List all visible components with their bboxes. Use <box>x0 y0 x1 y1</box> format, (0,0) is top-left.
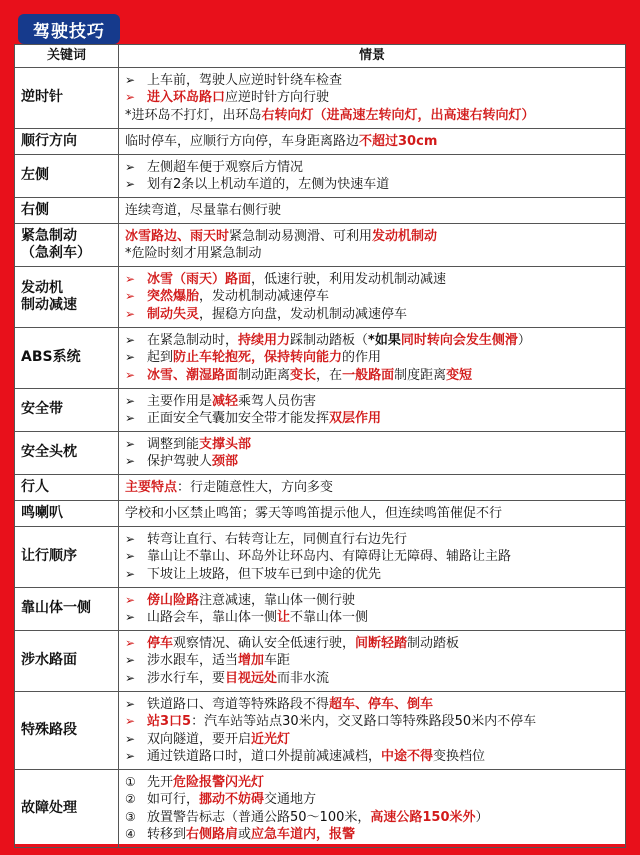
situation-cell <box>119 475 626 501</box>
plain-text: 不靠山体一侧 <box>290 610 369 625</box>
plain-text: ：行走随意性大，方向多变 <box>177 479 334 495</box>
arrow-bullet-icon: ➢ <box>125 306 136 321</box>
plain-text: *如果 <box>368 332 401 348</box>
keyword-text: 行人 <box>21 478 49 495</box>
plain-text: 制度距离 <box>394 367 447 383</box>
plain-text: 踩制动踏板（ <box>290 332 369 348</box>
table-row <box>15 631 626 692</box>
keyword-cell <box>15 224 119 267</box>
keyword-text: 故障处理 <box>21 799 77 816</box>
situation-cell <box>119 692 626 770</box>
situation-line <box>125 592 619 610</box>
situation-line <box>125 609 619 627</box>
keyword-text: 紧急制动 <box>21 227 77 244</box>
highlight-text: 右侧路肩 <box>186 827 239 842</box>
situation-line <box>125 479 619 497</box>
line-text <box>147 548 619 566</box>
keyword-cell <box>15 155 119 198</box>
plain-text: 紧急制动易测滑、可利用 <box>229 228 373 244</box>
highlight-text: 颈部 <box>212 454 239 469</box>
keyword-text: 逆时针 <box>21 89 63 106</box>
situation-line <box>125 548 619 566</box>
line-text <box>147 271 619 289</box>
situation-line <box>125 826 619 844</box>
plain-text: *进环岛不打灯，出环岛 <box>125 107 262 123</box>
keyword-text: 鸣喇叭 <box>21 504 63 521</box>
line-text <box>147 809 619 827</box>
keyword-text: 安全带 <box>21 401 63 418</box>
arrow-bullet-icon: ➢ <box>125 393 136 408</box>
arrow-bullet-icon: ➢ <box>125 749 136 763</box>
plain-text: 保护驾驶人 <box>147 454 213 469</box>
situation-cell <box>119 527 626 588</box>
plain-text: 下坡让上坡路，但下坡车已到中途的优先 <box>147 566 382 582</box>
number-bullet: ① <box>125 774 136 789</box>
highlight-text: 发动机制动 <box>372 228 438 244</box>
keyword-text-line2: （急刹车） <box>21 245 91 261</box>
situation-line <box>125 159 619 177</box>
situation-column-header: 情景 <box>119 45 626 68</box>
tips-sheet <box>14 44 626 844</box>
situation-line <box>125 731 619 749</box>
highlight-text: 傍山险路 <box>147 592 200 608</box>
line-text <box>147 393 619 411</box>
line-text <box>147 826 619 844</box>
highlight-text: 右转向灯 <box>261 107 314 123</box>
highlight-text: 近光灯 <box>251 731 291 747</box>
situation-cell <box>119 68 626 129</box>
line-text <box>147 791 619 809</box>
situation-line <box>125 245 619 263</box>
arrow-bullet-icon: ➢ <box>125 350 136 365</box>
plain-text: 转移到 <box>147 827 187 842</box>
line-text <box>147 288 619 306</box>
table-row <box>15 432 626 475</box>
line-text <box>147 410 619 428</box>
keyword-text: 右侧 <box>21 201 49 218</box>
keyword-text: ABS系统 <box>21 349 81 366</box>
arrow-bullet-icon: ➢ <box>125 731 136 746</box>
situation-line <box>125 367 619 385</box>
plain-text: 涉水跟车，适当 <box>147 653 239 669</box>
plain-text: 学校和小区禁止鸣笛；雾天等鸣笛提示他人，但连续鸣笛催促不行 <box>125 505 503 521</box>
keyword-text: 特殊路段 <box>21 721 77 738</box>
table-row <box>15 155 626 198</box>
plain-text: 注意减速，靠山体一侧行驶 <box>199 592 356 608</box>
arrow-bullet-icon: ➢ <box>125 670 136 685</box>
table-row <box>15 692 626 770</box>
keyword-cell <box>15 267 119 328</box>
situation-cell <box>119 129 626 155</box>
highlight-text: 制动失灵 <box>147 306 200 322</box>
situation-line <box>125 453 619 471</box>
line-text <box>147 670 619 688</box>
keyword-column-header: 关键词 <box>15 45 119 68</box>
situation-line <box>125 271 619 289</box>
highlight-text: 变短 <box>446 367 473 383</box>
plain-text: 铁道路口、弯道等特殊路段不得 <box>147 696 330 712</box>
situation-line <box>125 72 619 90</box>
line-text <box>147 332 619 350</box>
highlight-text: 一般路面 <box>342 367 395 383</box>
line-text <box>125 228 619 246</box>
situation-line <box>125 349 619 367</box>
plain-text: 正面安全气囊加安全带才能发挥 <box>147 411 330 426</box>
situation-line <box>125 228 619 246</box>
table-body <box>15 68 626 848</box>
highlight-text: 进入环岛路口 <box>147 90 226 106</box>
table-row <box>15 770 626 848</box>
arrow-bullet-icon: ➢ <box>125 635 136 650</box>
arrow-bullet-icon: ➢ <box>125 289 136 304</box>
line-text <box>147 696 619 714</box>
keyword-cell <box>15 475 119 501</box>
number-bullet: ③ <box>125 809 136 824</box>
plain-text: ，握稳方向盘，发动机制动减速停车 <box>199 306 408 322</box>
highlight-text: 超车、停车、倒车 <box>329 696 434 712</box>
situation-cell <box>119 328 626 389</box>
plain-text: 交通地方 <box>264 792 317 807</box>
highlight-text: 停车 <box>147 635 174 651</box>
plain-text: 转弯让直行、右转弯让左，同侧直行右边先行 <box>147 531 408 547</box>
plain-text: 调整到能 <box>147 436 200 452</box>
line-text <box>147 609 619 627</box>
arrow-bullet-icon: ➢ <box>125 549 136 564</box>
situation-cell <box>119 198 626 224</box>
plain-text: 连续弯道，尽量靠右侧行驶 <box>125 202 282 218</box>
table-row <box>15 501 626 527</box>
plain-text: ：汽车站等站点30米内，交叉路口等特殊路段50米内不停车 <box>191 714 537 729</box>
situation-line <box>125 713 619 731</box>
keyword-cell <box>15 129 119 155</box>
situation-cell <box>119 267 626 328</box>
table-row <box>15 328 626 389</box>
line-text <box>125 133 619 151</box>
line-text <box>147 159 619 177</box>
plain-text: 靠山让不靠山、环岛外让环岛内、有障碍让无障碍、辅路让主路 <box>147 549 512 565</box>
highlight-text: 冰雪、潮湿路面 <box>147 367 239 383</box>
table-row <box>15 68 626 129</box>
table-row <box>15 224 626 267</box>
plain-text: 变换档位 <box>433 749 486 764</box>
situation-line <box>125 566 619 584</box>
number-bullet: ② <box>125 792 136 806</box>
plain-text: 乘驾人员伤害 <box>238 393 317 409</box>
situation-line <box>125 748 619 766</box>
situation-line <box>125 670 619 688</box>
situation-cell <box>119 631 626 692</box>
keyword-text: 涉水路面 <box>21 652 77 669</box>
arrow-bullet-icon: ➢ <box>125 454 136 468</box>
keyword-text: 让行顺序 <box>21 548 77 565</box>
table-row <box>15 527 626 588</box>
plain-text: 车距 <box>264 653 291 669</box>
situation-cell <box>119 389 626 432</box>
arrow-bullet-icon: ➢ <box>125 72 136 87</box>
situation-cell <box>119 588 626 631</box>
keyword-text: 左侧 <box>21 167 49 184</box>
highlight-text: 突然爆胎 <box>147 289 200 305</box>
highlight-text: 应急车道内，报警 <box>251 827 356 842</box>
table-row <box>15 198 626 224</box>
highlight-text: 高速公路150米外 <box>370 809 476 825</box>
situation-cell <box>119 770 626 848</box>
plain-text: 划有2条以上机动车道的，左侧为快速车道 <box>147 177 390 192</box>
plain-text: 涉水行车，要 <box>147 670 226 686</box>
keyword-cell <box>15 770 119 848</box>
arrow-bullet-icon: ➢ <box>125 566 136 581</box>
line-text <box>125 505 619 523</box>
arrow-bullet-icon: ➢ <box>125 367 136 382</box>
line-text <box>147 306 619 324</box>
plain-text: 双向隧道，要开启 <box>147 731 252 747</box>
arrow-bullet-icon: ➢ <box>125 271 136 286</box>
line-text <box>147 72 619 90</box>
situation-line <box>125 306 619 324</box>
highlight-text: 持续用力 <box>238 332 291 348</box>
plain-text: 制动踏板 <box>407 635 460 651</box>
table-row <box>15 475 626 501</box>
plain-text: ，在 <box>316 367 343 383</box>
page-title: 驾驶技巧 <box>18 14 120 44</box>
plain-text: ，低速行驶，利用发动机制动减速 <box>251 271 447 287</box>
situation-line <box>125 531 619 549</box>
situation-line <box>125 635 619 653</box>
plain-text: 起到 <box>147 350 174 366</box>
plain-text: 上车前，驾驶人应逆时针绕车检查 <box>147 72 343 88</box>
highlight-text: 冰雪（雨天）路面 <box>147 271 252 287</box>
plain-text: 临时停车，应顺行方向停，车身距离路边 <box>125 133 360 149</box>
situation-cell <box>119 501 626 527</box>
plain-text: 或 <box>238 827 252 842</box>
keyword-text: 发动机 <box>21 279 63 296</box>
situation-line <box>125 332 619 350</box>
situation-cell <box>119 432 626 475</box>
line-text <box>147 635 619 653</box>
plain-text: 放置警告标志（普通公路50～100米， <box>147 809 371 825</box>
highlight-text: 防止车轮抱死，保持转向能力 <box>173 350 343 366</box>
line-text <box>147 349 619 367</box>
highlight-text: 减轻 <box>212 393 239 409</box>
plain-text: 先开 <box>147 774 174 790</box>
situation-line <box>125 809 619 827</box>
plain-text: 山路会车，靠山体一侧 <box>147 610 278 625</box>
situation-line <box>125 89 619 107</box>
situation-line <box>125 791 619 809</box>
plain-text: 而非水流 <box>277 670 330 686</box>
plain-text: 左侧超车便于观察后方情况 <box>147 159 304 175</box>
keyword-text: 顺行方向 <box>21 132 77 149</box>
line-text <box>147 713 619 731</box>
arrow-bullet-icon: ➢ <box>125 177 136 191</box>
plain-text: 在紧急制动时， <box>147 332 239 348</box>
arrow-bullet-icon: ➢ <box>125 159 136 174</box>
highlight-text: 站3口5 <box>147 714 192 729</box>
situation-line <box>125 410 619 428</box>
highlight-text: 危险报警闪光灯 <box>173 774 265 790</box>
arrow-bullet-icon: ➢ <box>125 696 136 711</box>
line-text <box>147 774 619 792</box>
keyword-cell <box>15 631 119 692</box>
keyword-text: 靠山体一侧 <box>21 600 91 617</box>
highlight-text: 增加 <box>238 653 265 669</box>
highlight-text: 冰雪路边、雨天时 <box>125 228 230 244</box>
line-text <box>147 652 619 670</box>
highlight-text: 不超过30cm <box>359 133 438 149</box>
plain-text: 的作用 <box>342 350 382 366</box>
line-text <box>147 748 619 766</box>
situation-line <box>125 202 619 220</box>
keyword-cell <box>15 692 119 770</box>
highlight-text: 让 <box>277 610 291 625</box>
line-text <box>125 107 619 125</box>
highlight-text: 主要特点 <box>125 479 178 495</box>
line-text <box>125 479 619 497</box>
line-text <box>147 566 619 584</box>
arrow-bullet-icon: ➢ <box>125 653 136 668</box>
highlight-text: 间断轻踏 <box>355 635 408 651</box>
highlight-text: 双层作用 <box>329 411 382 426</box>
highlight-text: （进高速左转向灯，出高速右转向灯） <box>313 107 535 123</box>
table-row <box>15 267 626 328</box>
keyword-cell <box>15 588 119 631</box>
line-text <box>125 245 619 263</box>
keyword-text: 安全头枕 <box>21 444 77 461</box>
line-text <box>147 731 619 749</box>
situation-line <box>125 107 619 125</box>
line-text <box>147 531 619 549</box>
situation-cell <box>119 155 626 198</box>
situation-line <box>125 652 619 670</box>
keyword-cell <box>15 198 119 224</box>
situation-cell <box>119 224 626 267</box>
line-text <box>125 202 619 220</box>
arrow-bullet-icon: ➢ <box>125 714 136 728</box>
line-text <box>147 592 619 610</box>
plain-text: 应逆时针方向行驶 <box>225 90 330 106</box>
plain-text: ） <box>517 332 531 348</box>
keyword-cell <box>15 389 119 432</box>
arrow-bullet-icon: ➢ <box>125 90 136 105</box>
plain-text: ） <box>475 809 489 825</box>
plain-text: 制动距离 <box>238 367 291 383</box>
line-text <box>147 436 619 454</box>
highlight-text: 同时转向会发生侧滑 <box>400 332 518 348</box>
line-text <box>147 367 619 385</box>
plain-text: 如可行， <box>147 792 200 807</box>
plain-text: *危险时刻才用紧急制动 <box>125 246 262 261</box>
table-header-row <box>15 45 626 68</box>
highlight-text: 支撑头部 <box>199 436 252 452</box>
line-text <box>147 453 619 471</box>
arrow-bullet-icon: ➢ <box>125 436 136 451</box>
arrow-bullet-icon: ➢ <box>125 610 136 624</box>
table-row <box>15 389 626 432</box>
number-bullet: ④ <box>125 827 136 841</box>
situation-line <box>125 133 619 151</box>
situation-line <box>125 176 619 194</box>
highlight-text: 目视远处 <box>225 670 278 686</box>
situation-line <box>125 436 619 454</box>
line-text <box>147 176 619 194</box>
plain-text: ，发动机制动减速停车 <box>199 289 330 305</box>
plain-text: 观察情况、确认安全低速行驶， <box>173 635 356 651</box>
driving-tips-table <box>14 44 626 848</box>
highlight-text: 中途不得 <box>381 749 434 764</box>
keyword-cell <box>15 501 119 527</box>
arrow-bullet-icon: ➢ <box>125 592 136 607</box>
highlight-text: 变长 <box>290 367 317 383</box>
keyword-cell <box>15 432 119 475</box>
plain-text: 通过铁道路口时，道口外提前减速减档， <box>147 749 382 764</box>
keyword-cell <box>15 527 119 588</box>
situation-line <box>125 393 619 411</box>
situation-line <box>125 696 619 714</box>
keyword-text-line2: 制动减速 <box>21 297 77 313</box>
keyword-cell <box>15 328 119 389</box>
situation-line <box>125 505 619 523</box>
arrow-bullet-icon: ➢ <box>125 411 136 425</box>
keyword-cell <box>15 68 119 129</box>
situation-line <box>125 774 619 792</box>
line-text <box>147 89 619 107</box>
plain-text: 主要作用是 <box>147 393 213 409</box>
arrow-bullet-icon: ➢ <box>125 531 136 546</box>
arrow-bullet-icon: ➢ <box>125 332 136 347</box>
table-row <box>15 129 626 155</box>
highlight-text: 挪动不妨碍 <box>199 792 265 807</box>
table-row <box>15 588 626 631</box>
situation-line <box>125 288 619 306</box>
